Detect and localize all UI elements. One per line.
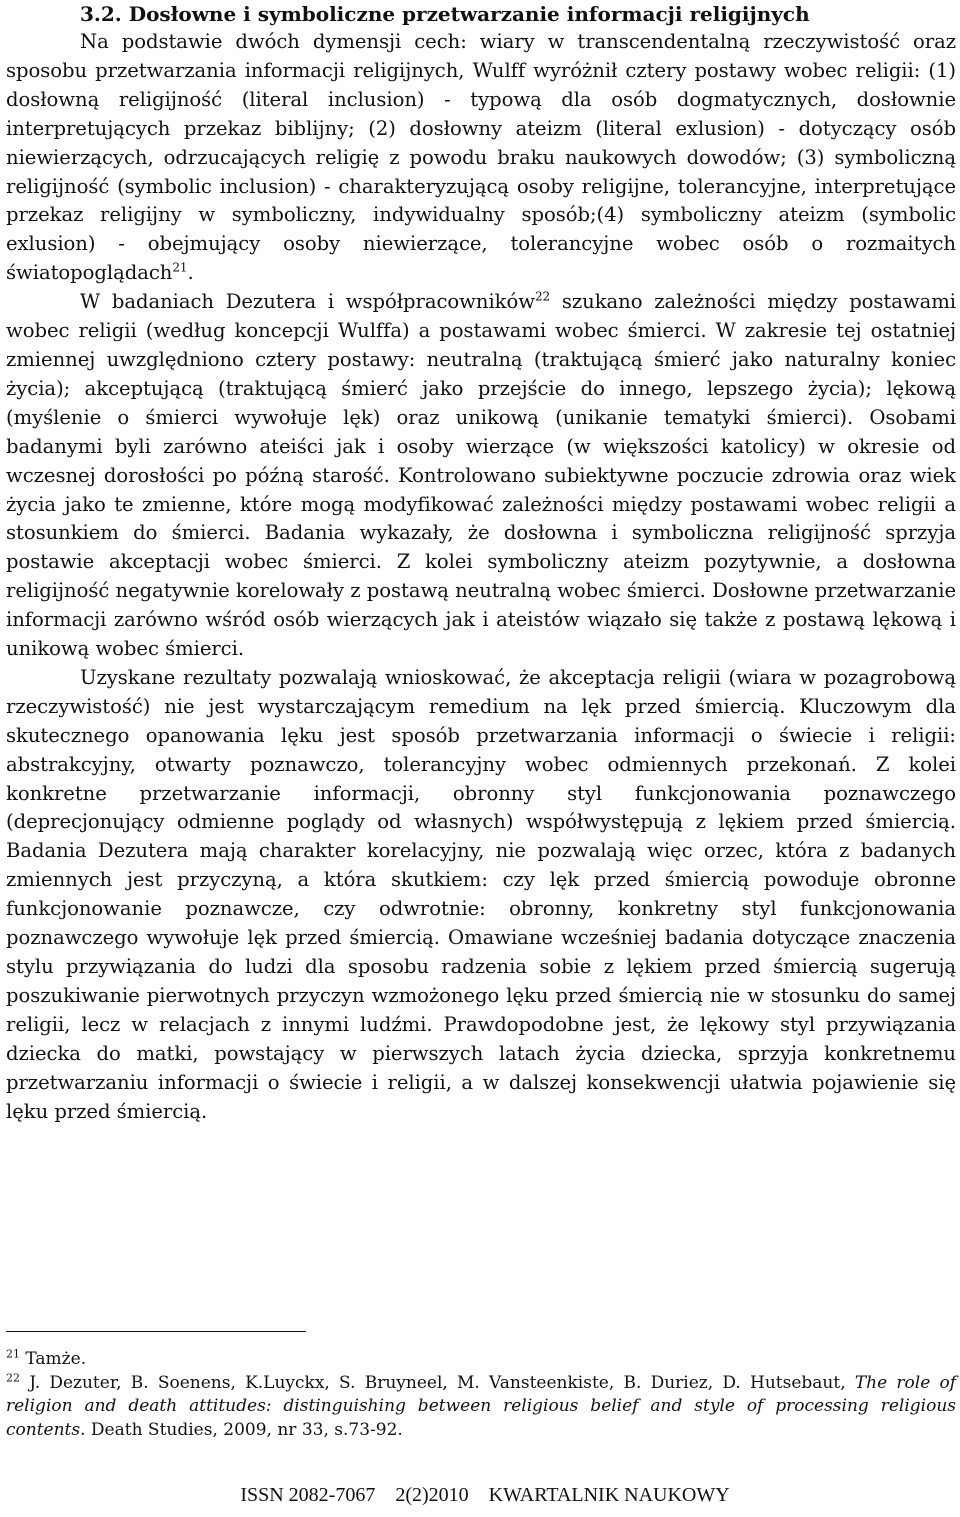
paragraph-wulff-attitudes — [6, 28, 956, 288]
document-page — [6, 0, 956, 1126]
footnote-ref-21[interactable]: 21 — [172, 260, 188, 275]
footnote-number: 22 — [6, 1370, 20, 1384]
footnote-divider — [6, 1331, 306, 1332]
footnotes — [6, 1348, 956, 1442]
footnote-text: Tamże. — [20, 1349, 87, 1369]
paragraph-text: Uzyskane rezultaty pozwalają wnioskować, że akceptacja religii (wiara w pozagrobową rzeczywistość) nie jest wystarczającym remedium na lęk przed śmiercią. Kluczowym dla skutecznego opanowania lęku jest sposób przetwarzania informacji o świecie i religii: abstrakcyjny, otwarty poznawczo, tolerancyjny wobec odmiennych przekonań. Z kolei konkretne przetwarzanie informacji, obronny styl funkcjonowania poznawczego (deprecjonujący odmienne poglądy od własnych) współwystępują z lękiem przed śmiercią. Badania Dezutera mają charakter korelacyjny, nie pozwalają więc orzec, która z badanych zmiennych jest przyczyną, a która skutkiem: czy lęk przed śmiercią powoduje obronne funkcjonowanie poznawcze, czy odwrotnie: obronny, konkretny styl funkcjonowania poznawczego wywołuje lęk przed śmiercią. Omawiane wcześniej badania dotyczące znaczenia stylu przywiązania do ludzi dla sposobu radzenia sobie z lękiem przed śmiercią sugerują poszukiwanie pierwotnych przyczyn wzmożonego lęku przed śmiercią nie w stosunku do samej religii, lecz w relacjach z innymi ludźmi. Prawdopodobne jest, że lękowy styl przywiązania dziecka do matki, powstający w pierwszych latach życia dziecka, sprzyja konkretnemu przetwarzaniu informacji o świecie i religii, a w dalszej konsekwencji ułatwia pojawienie się lęku przed śmiercią. — [6, 665, 956, 1123]
footnote-ref-22[interactable]: 22 — [534, 289, 551, 304]
section-title: Dosłowne i symboliczne przetwarzanie informacji religijnych — [128, 2, 810, 26]
paragraph-dezuter-study — [6, 288, 956, 664]
footnote-21 — [6, 1348, 956, 1372]
paragraph-lead: W badaniach Dezutera i współpracowników — [80, 290, 535, 314]
footnote-22 — [6, 1372, 956, 1443]
footnote-source: . Death Studies, 2009, nr 33, s.73-92. — [80, 1419, 403, 1440]
section-number: 3.2. — [80, 2, 122, 26]
paragraph-conclusions — [6, 664, 956, 1127]
journal-footer: ISSN 2082-7067 2(2)2010 KWARTALNIK NAUKOWY — [240, 1484, 730, 1506]
paragraph-tail: . — [187, 261, 194, 285]
paragraph-text: Na podstawie dwóch dymensji cech: wiary w transcendentalną rzeczywistość oraz sposobu przetwarzania informacji religijnych, Wulff wyróżnił cztery postawy wobec religii: (1) dosłowną religijność (literal inclusion) - typową dla osób dogmatycznych, dosłownie interpretujących przekaz biblijny; (2) dosłowny ateizm (literal exlusion) - dotyczący osób niewierzących, odrzucających religię z powodu braku naukowych dowodów; (3) symboliczną religijność (symbolic inclusion) - charakteryzującą osoby religijne, tolerancyjne, interpretujące przekaz religijny w symboliczny, indywidualny sposób;(4) symboliczny ateizm (symbolic exlusion) - obejmujący osoby niewierzące, tolerancyjne wobec osób o rozmaitych światopoglądach — [6, 30, 956, 285]
section-heading — [6, 0, 956, 28]
footnote-authors: J. Dezuter, B. Soenens, K.Luyckx, S. Bruyneel, M. Vansteenkiste, B. Duriez, D. Hutsebaut, — [20, 1372, 855, 1393]
paragraph-text: szukano zależności między postawami wobec religii (według koncepcji Wulffa) a postawami wobec śmierci. W zakresie tej ostatniej zmiennej uwzględniono cztery postawy: neutralną (traktującą śmierć jako naturalny koniec życia); akceptującą (traktującą śmierć jako przejście do innego, lepszego życia); lękową (myślenie o śmierci wywołuje lęk) oraz unikową (unikanie tematyki śmierci). Osobami badanymi byli zarówno ateiści jak i osoby wierzące (w większości katolicy) w okresie od wczesnej dorosłości po późną starość. Kontrolowano subiektywne poczucie zdrowia oraz wiek życia jako te zmienne, które mogą modyfikować zależności między postawami wobec religii a stosunkiem do śmierci. Badania wykazały, że dosłowna i symboliczna religijność sprzyja postawie akceptacji wobec śmierci. Z kolei symboliczny ateizm pozytywnie, a dosłowna religijność negatywnie korelowały z postawą neutralną wobec śmierci. Dosłowne przetwarzanie informacji zarówno wśród osób wierzących jak i ateistów wiązało się także z postawą lękową i unikową wobec śmierci. — [6, 290, 956, 661]
footnote-number: 21 — [6, 1347, 20, 1361]
footnote-article-title: The role of religion and death attitudes: distinguishing between religious belief and style of processing religious contents — [6, 1372, 957, 1440]
